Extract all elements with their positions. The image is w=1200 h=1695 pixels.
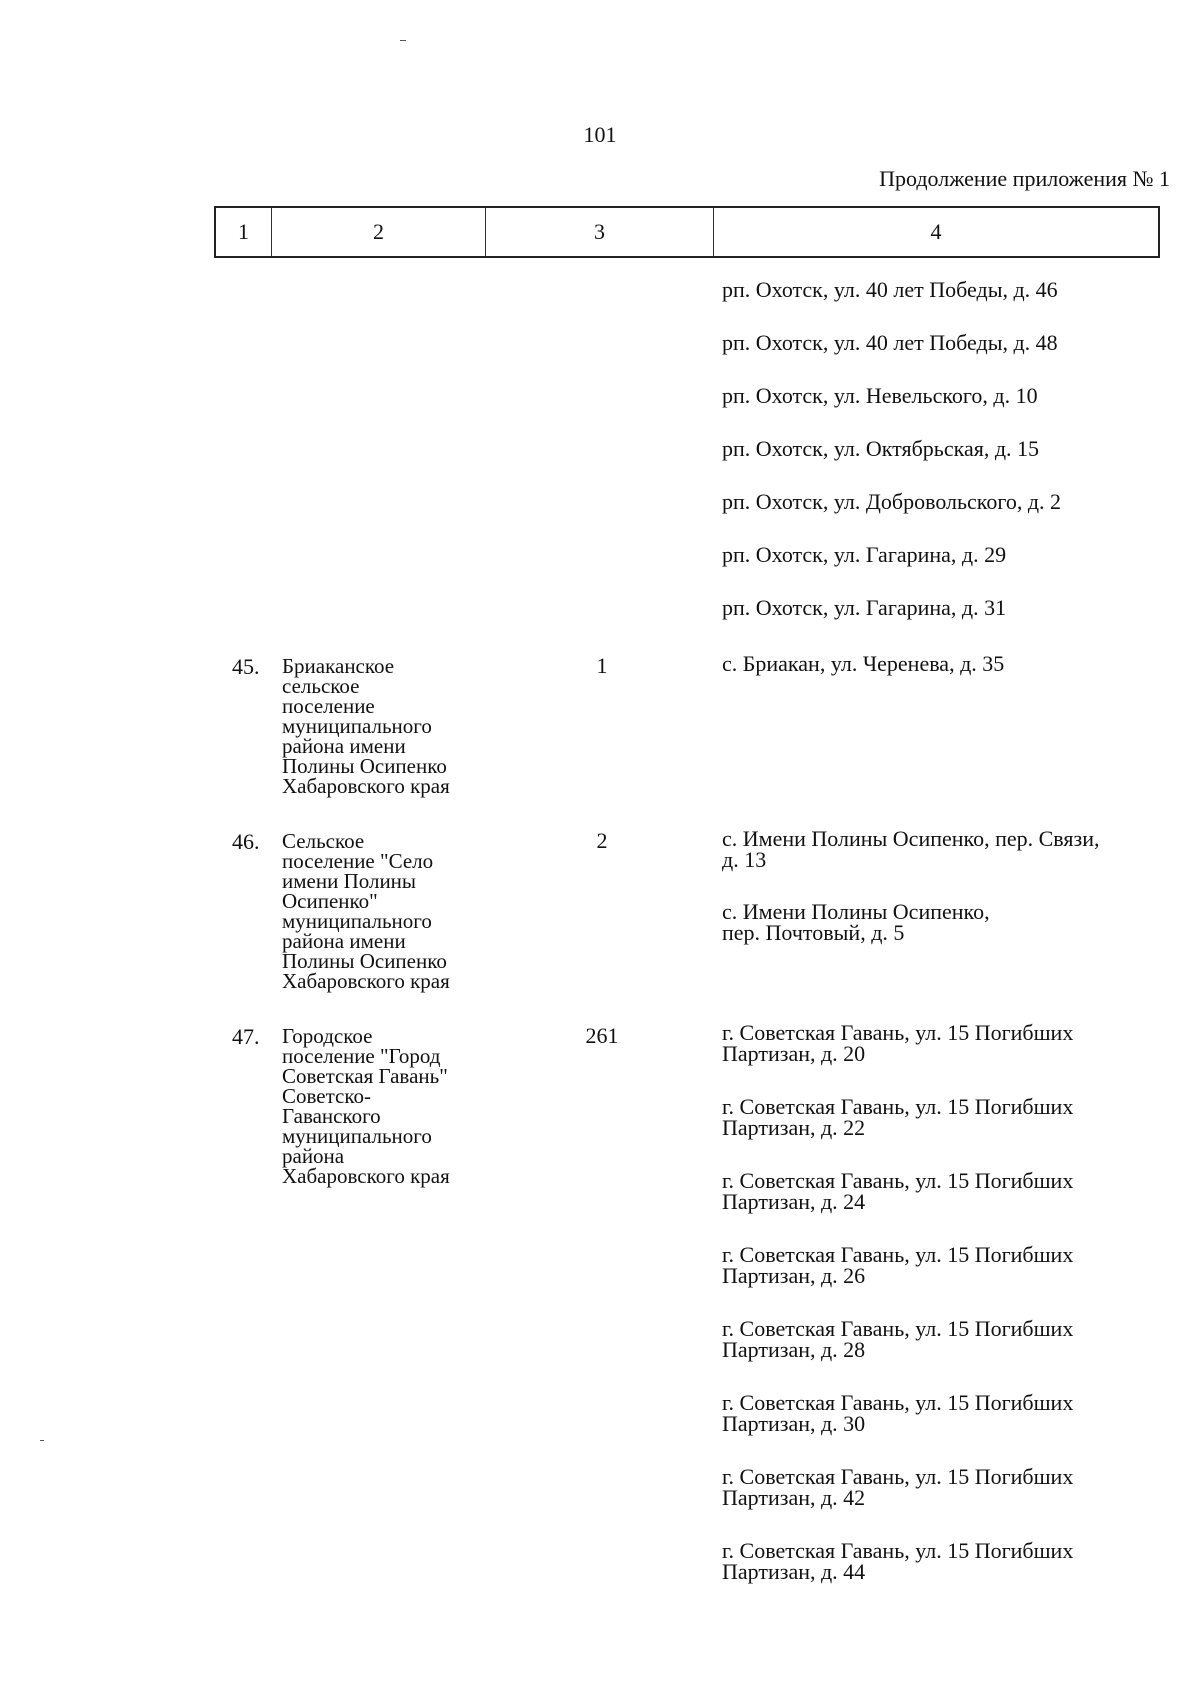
address-entry: с. Имени Полины Осипенко, пер. Связи, д. 13 bbox=[722, 826, 1100, 872]
building-count: 261 bbox=[585, 1023, 619, 1048]
address-entry: г. Советская Гавань, ул. 15 Погибших Партизан, д. 42 bbox=[722, 1464, 1074, 1510]
address-line: рп. Охотск, ул. 40 лет Победы, д. 48 bbox=[722, 330, 1058, 355]
page-number: 101 bbox=[583, 122, 617, 147]
header-column-1: 1 bbox=[216, 208, 272, 256]
header-column-2: 2 bbox=[272, 208, 486, 256]
scan-mark bbox=[400, 40, 406, 41]
municipality-name: Городское поселение "Город Советская Гавань" Советско- Гаванского муниципального района Хабаровского края bbox=[282, 1024, 450, 1188]
scan-mark bbox=[40, 1440, 44, 1441]
table-header-row bbox=[214, 206, 1160, 258]
address-entry: г. Советская Гавань, ул. 15 Погибших Партизан, д. 44 bbox=[722, 1538, 1074, 1584]
address-line: рп. Охотск, ул. Гагарина, д. 31 bbox=[722, 595, 1007, 620]
row-number: 47. bbox=[232, 1024, 260, 1049]
address-entry: г. Советская Гавань, ул. 15 Погибших Партизан, д. 30 bbox=[722, 1390, 1074, 1436]
header-column-3: 3 bbox=[486, 208, 714, 256]
appendix-continuation-label: Продолжение приложения № 1 bbox=[879, 166, 1170, 191]
address-line: рп. Охотск, ул. Гагарина, д. 29 bbox=[722, 542, 1007, 567]
address-entry: г. Советская Гавань, ул. 15 Погибших Партизан, д. 20 bbox=[722, 1020, 1074, 1066]
row-number: 45. bbox=[232, 654, 260, 679]
address-entry: г. Советская Гавань, ул. 15 Погибших Партизан, д. 22 bbox=[722, 1094, 1074, 1140]
address-line: с. Бриакан, ул. Черенева, д. 35 bbox=[722, 651, 1005, 676]
building-count: 2 bbox=[596, 828, 608, 853]
row-number: 46. bbox=[232, 829, 260, 854]
address-line: рп. Охотск, ул. 40 лет Победы, д. 46 bbox=[722, 277, 1058, 302]
address-line: рп. Охотск, ул. Октябрьская, д. 15 bbox=[722, 436, 1040, 461]
address-entry: г. Советская Гавань, ул. 15 Погибших Партизан, д. 26 bbox=[722, 1242, 1074, 1288]
municipality-name: Сельское поселение "Село имени Полины Осипенко" муниципального района имени Полины Осипенко Хабаровского края bbox=[282, 829, 450, 993]
building-count: 1 bbox=[596, 653, 608, 678]
address-entry: с. Имени Полины Осипенко, пер. Почтовый, д. 5 bbox=[722, 899, 990, 945]
header-column-4: 4 bbox=[930, 219, 942, 244]
address-line: рп. Охотск, ул. Невельского, д. 10 bbox=[722, 383, 1038, 408]
address-line: рп. Охотск, ул. Добровольского, д. 2 bbox=[722, 489, 1062, 514]
address-entry: г. Советская Гавань, ул. 15 Погибших Партизан, д. 24 bbox=[722, 1168, 1074, 1214]
address-entry: г. Советская Гавань, ул. 15 Погибших Партизан, д. 28 bbox=[722, 1316, 1074, 1362]
municipality-name: Бриаканское сельское поселение муниципального района имени Полины Осипенко Хабаровского края bbox=[282, 654, 450, 798]
